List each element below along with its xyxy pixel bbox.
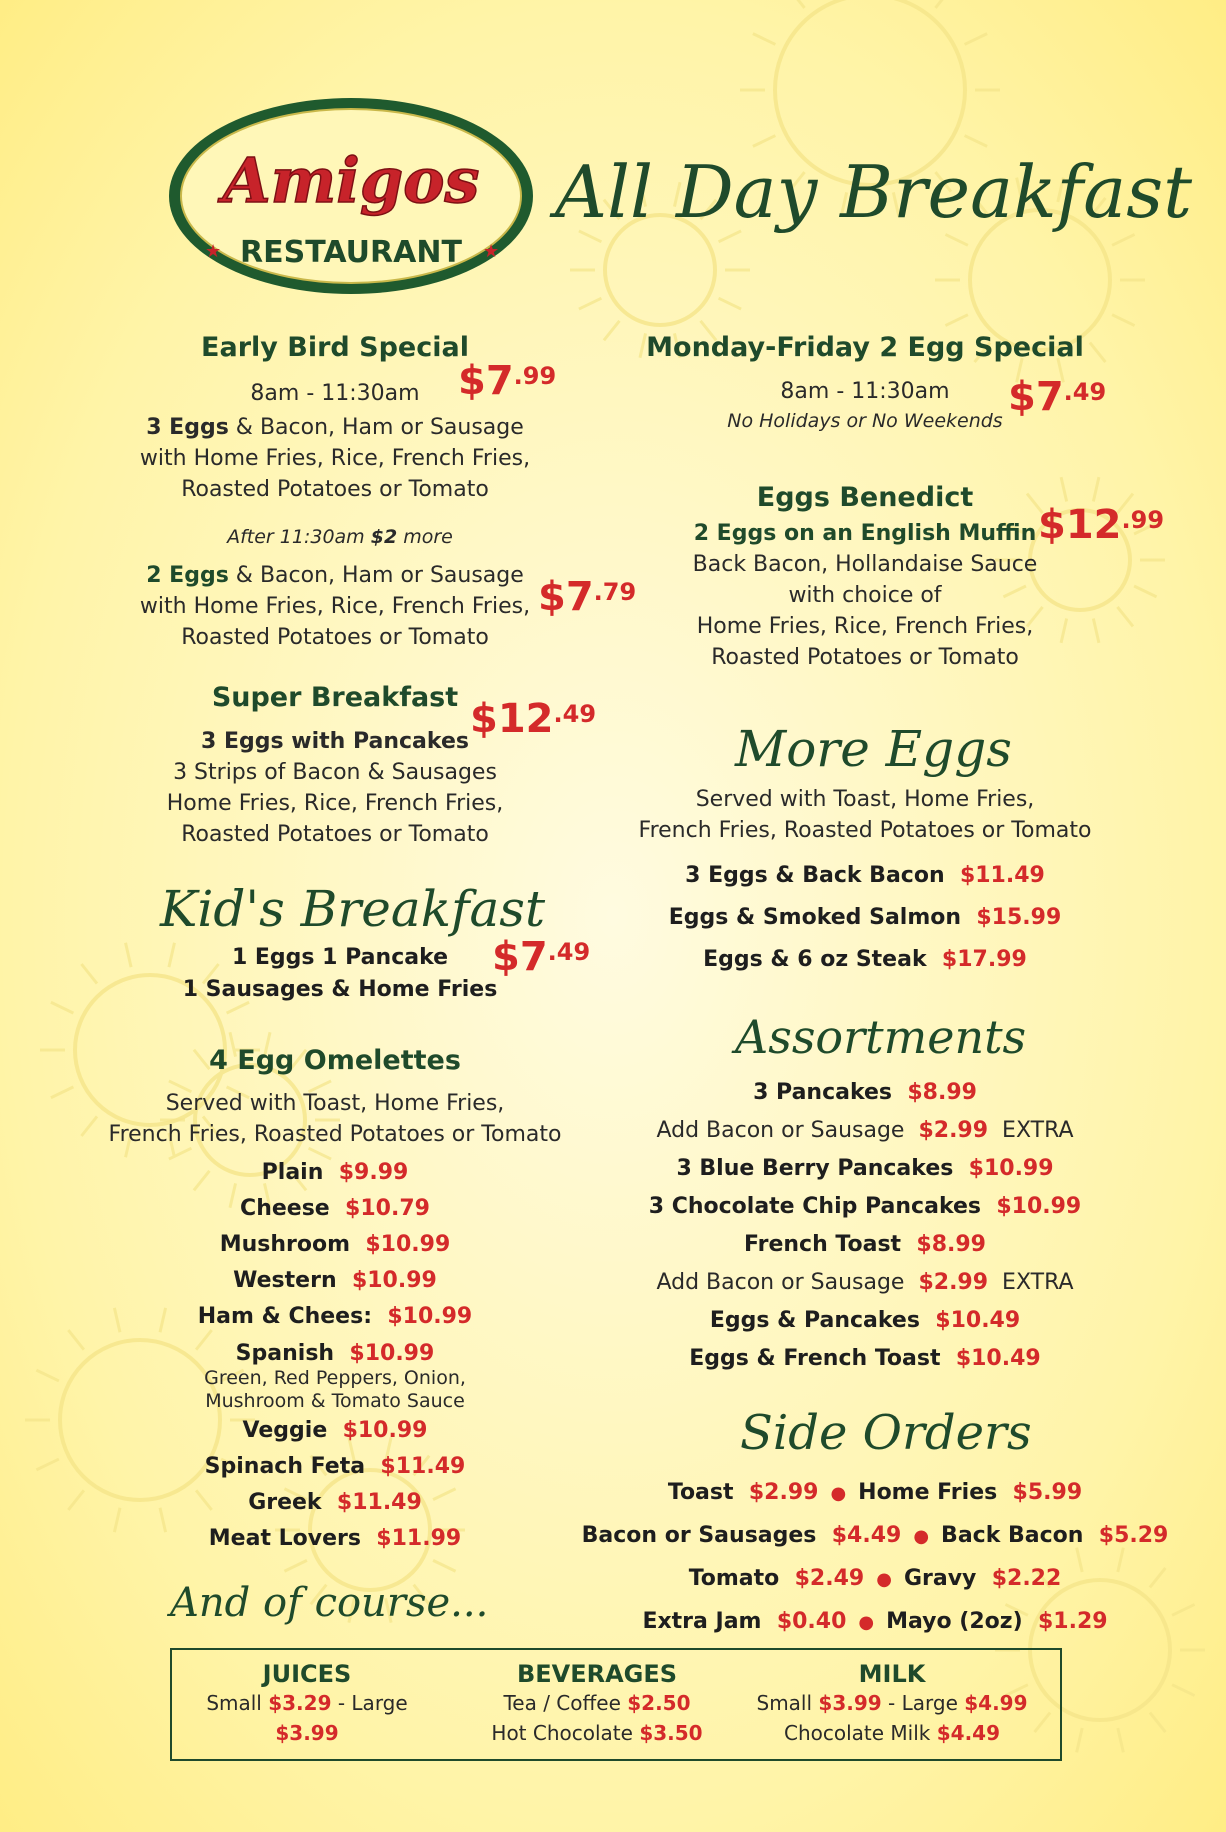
milk-title: MILK: [858, 1660, 926, 1688]
milk-column: MILK Small $3.99 - Large $4.99 Chocolate Milk $4.49: [742, 1660, 1042, 1748]
assortment-addon: Add Bacon or Sausage $2.99 EXTRA: [656, 1118, 1074, 1143]
sun-ray: [719, 298, 742, 309]
juices-title: JUICES: [262, 1660, 352, 1688]
sun-ray: [68, 1330, 84, 1350]
sun-ray: [1150, 1713, 1166, 1733]
logo-star-left: ★: [205, 241, 222, 262]
assortment-item: Eggs & French Toast $10.49: [689, 1346, 1041, 1371]
omelette-item: Veggie $10.99: [242, 1418, 428, 1443]
omelette-item: Western $10.99: [233, 1268, 437, 1293]
more-eggs-item: 3 Eggs & Back Bacon $11.49: [685, 863, 1045, 888]
sun-ray: [945, 234, 968, 245]
kids-breakfast-price: $7.49: [492, 934, 591, 980]
early-bird-title: Early Bird Special: [201, 332, 469, 363]
sun-ray: [1112, 315, 1135, 326]
assortment-item: 3 Blue Berry Pancakes $10.99: [676, 1156, 1054, 1181]
after-note: After 11:30am $2 more: [227, 526, 453, 548]
super-breakfast-price: $12.49: [470, 696, 597, 742]
assortment-item: Eggs & Pancakes $10.49: [709, 1308, 1021, 1333]
sun-ray: [965, 136, 988, 147]
omelette-list: [130, 1155, 540, 1557]
sun-ray: [114, 1308, 120, 1332]
logo-star-right: ★: [483, 241, 500, 262]
sun-ray: [579, 298, 602, 309]
benedict-price: $12.99: [1038, 502, 1165, 548]
omelettes-desc: Served with Toast, Home Fries, French Fries, Roasted Potatoes or Tomato: [108, 1091, 562, 1147]
beverages-column: BEVERAGES Tea / Coffee $2.50 Hot Chocolate $3.50: [472, 1660, 722, 1748]
omelette-item: Cheese $10.79: [240, 1196, 430, 1221]
benedict-desc: 2 Eggs on an English Muffin Back Bacon, Hollandaise Sauce with choice of Home Fries, Rice, French Fries, Roasted Potatoes or Tomato: [692, 521, 1038, 670]
two-eggs-desc: 2 Eggs & Bacon, Ham or Sausage with Home Fries, Rice, French Fries, Roasted Potatoes or Tomato: [139, 563, 531, 650]
mf-special-note: No Holidays or No Weekends: [727, 410, 1003, 432]
sun-ray: [1093, 618, 1099, 642]
page-title: All Day Breakfast: [555, 150, 1193, 234]
assortment-item: 3 Pancakes $8.99: [753, 1080, 977, 1105]
sun-ray: [965, 34, 988, 45]
assortment-addon: Add Bacon or Sausage $2.99 EXTRA: [656, 1270, 1074, 1295]
more-eggs-title: More Eggs: [735, 720, 1012, 778]
sun-ray: [1117, 607, 1133, 627]
early-bird-hours: 8am - 11:30am: [250, 381, 420, 406]
omelette-item: Spinach Feta $11.49: [204, 1454, 466, 1479]
beverages-title: BEVERAGES: [516, 1660, 678, 1688]
assortment-item: French Toast $8.99: [744, 1232, 986, 1257]
sun-ray: [1172, 1604, 1195, 1615]
omelette-item: Plain $9.99: [261, 1160, 409, 1185]
spanish-desc: Green, Red Peppers, Onion, Mushroom & Tomato Sauce: [204, 1367, 466, 1412]
sun-ray: [935, 0, 951, 8]
sun-ray: [126, 943, 132, 967]
mf-special-title: Monday-Friday 2 Egg Special: [646, 332, 1084, 363]
more-eggs-list: [620, 855, 1110, 981]
more-eggs-desc: Served with Toast, Home Fries, French Fries, Roasted Potatoes or Tomato: [638, 787, 1092, 843]
side-row: Extra Jam $0.40 ● Mayo (2oz) $1.29: [642, 1609, 1108, 1634]
sun-ray: [114, 1508, 120, 1532]
omelette-item: Mushroom $10.99: [219, 1232, 451, 1257]
sun-ray: [51, 1087, 74, 1098]
sun-ray: [1061, 477, 1067, 501]
sun-ray: [433, 1560, 456, 1571]
side-row: Tomato $2.49 ● Gravy $2.22: [688, 1566, 1062, 1591]
side-orders-title: Side Orders: [740, 1405, 1032, 1461]
sun-ray: [284, 1560, 307, 1571]
kids-breakfast-title: Kid's Breakfast: [160, 880, 546, 938]
sun-ray: [68, 1490, 84, 1510]
assortments-title: Assortments: [735, 1010, 1027, 1064]
sun-ray: [753, 34, 776, 45]
assortment-item: 3 Chocolate Chip Pancakes $10.99: [648, 1194, 1082, 1219]
benedict-title: Eggs Benedict: [756, 482, 974, 513]
kids-breakfast-desc: 1 Eggs 1 Pancake 1 Sausages & Home Fries: [182, 945, 498, 1002]
amigos-logo: [165, 92, 537, 300]
mf-special-price: $7.49: [1008, 374, 1107, 420]
sun-ray: [1093, 477, 1099, 501]
side-row: Toast $2.99 ● Home Fries $5.99: [667, 1480, 1083, 1505]
sun-ray: [945, 315, 968, 326]
logo-brand-text: Amigos: [222, 144, 480, 217]
super-breakfast-title: Super Breakfast: [211, 682, 459, 713]
sun-ray: [604, 321, 620, 341]
super-breakfast-desc: 3 Eggs with Pancakes 3 Strips of Bacon & Sausages Home Fries, Rice, French Fries, Roasted Potatoes or Tomato: [166, 729, 504, 847]
omelette-item: Spanish $10.99: [235, 1341, 435, 1366]
juices-column: JUICES Small $3.29 - Large $3.99: [182, 1660, 432, 1748]
sun-ray: [36, 1370, 59, 1381]
side-orders-list: [580, 1472, 1170, 1644]
two-eggs-price: $7.79: [538, 574, 637, 620]
sun-ray: [1077, 1728, 1083, 1752]
sun-ray: [789, 0, 805, 8]
mf-special-hours: 8am - 11:30am: [780, 379, 950, 404]
early-bird-eggs: 3 Eggs: [146, 415, 229, 440]
assortments-list: [620, 1074, 1110, 1378]
sun-ray: [1118, 1728, 1124, 1752]
omelettes-title: 4 Egg Omelettes: [209, 1045, 461, 1076]
sun-ray: [1172, 1685, 1195, 1696]
more-eggs-item: Eggs & Smoked Salmon $15.99: [668, 905, 1062, 930]
early-bird-desc: 3 Eggs & Bacon, Ham or Sausage with Home Fries, Rice, French Fries, Roasted Potatoes or Tomato: [139, 415, 531, 502]
side-row: Bacon or Sausages $4.49 ● Back Bacon $5.29: [581, 1523, 1169, 1548]
drinks-box: [170, 1648, 1062, 1761]
and-of-course-title: And of course...: [170, 1580, 489, 1626]
more-eggs-item: Eggs & 6 oz Steak $17.99: [703, 947, 1027, 972]
early-bird-price: $7.99: [458, 358, 557, 404]
sun-ray: [51, 1002, 74, 1013]
omelette-item: Greek $11.49: [248, 1490, 422, 1515]
sun-ray: [1134, 586, 1157, 597]
omelette-item: Ham & Chees: $10.99: [197, 1304, 473, 1329]
sun-ray: [753, 136, 776, 147]
sun-ray: [81, 964, 97, 984]
omelette-item: Meat Lovers $11.99: [208, 1526, 462, 1551]
logo-sub-text: RESTAURANT: [240, 235, 462, 270]
sun-ray: [1112, 234, 1135, 245]
sun-ray: [36, 1459, 59, 1470]
